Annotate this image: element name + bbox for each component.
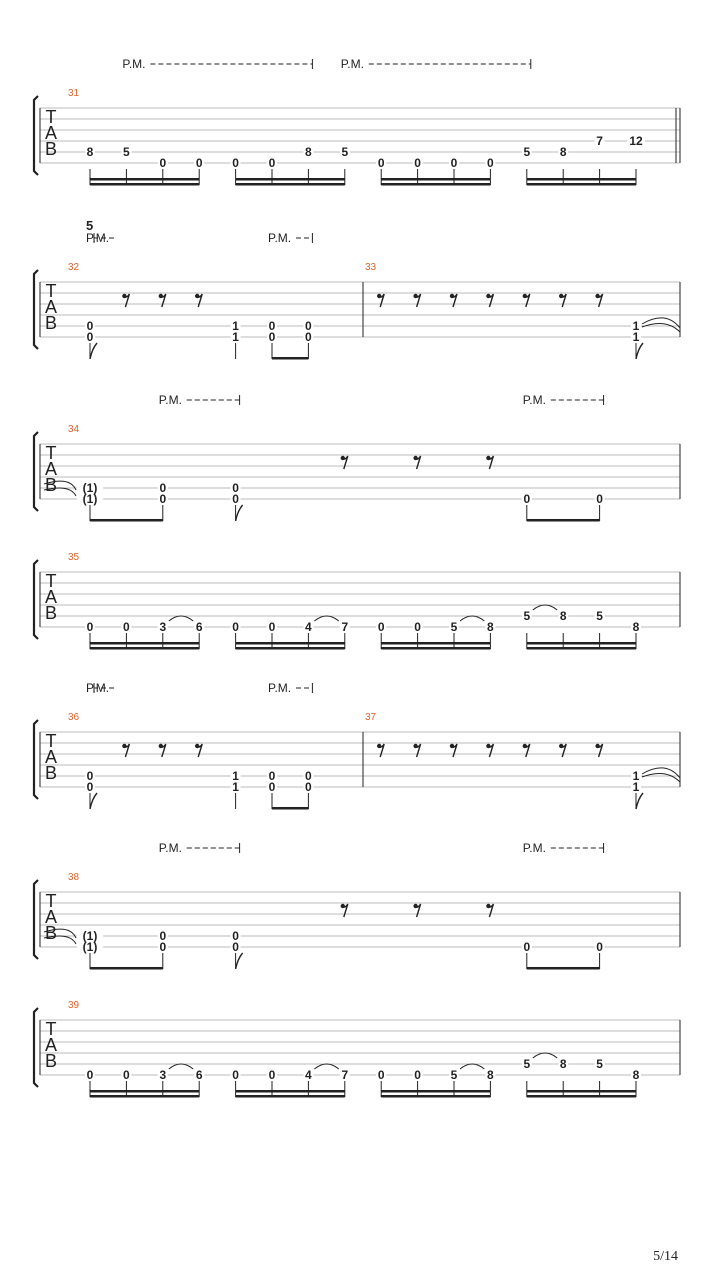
system-bracket: [34, 560, 38, 639]
tab-clef-letter: B: [44, 603, 58, 623]
fret-number: 8: [305, 145, 312, 159]
tab-clef-letter: B: [44, 139, 58, 159]
fret-number: 0: [123, 620, 130, 634]
palm-mute-label: P.M.: [158, 841, 182, 855]
fret-number: 1: [232, 319, 239, 333]
tab-clef-letter: T: [45, 571, 57, 591]
slur: [460, 616, 484, 621]
fret-number: 0: [305, 319, 312, 333]
fret-number: (1): [82, 929, 98, 943]
slur: [460, 1064, 484, 1069]
note-flag: [636, 793, 643, 809]
fret-number: 0: [523, 940, 531, 954]
fret-number: 0: [123, 1068, 130, 1082]
fret-number: 7: [341, 1068, 349, 1082]
fret-number: 0: [195, 156, 203, 170]
staff-system: [34, 395, 680, 522]
beam-secondary: [90, 178, 199, 181]
fret-number: 0: [232, 156, 239, 170]
measure-number: 38: [68, 872, 80, 883]
fret-number: 5: [450, 1068, 458, 1082]
tie-out: [642, 773, 680, 782]
measure-number: 31: [68, 88, 80, 99]
tab-clef-letter: A: [44, 123, 58, 143]
note-flag: [90, 343, 97, 359]
fret-number: 1: [632, 769, 640, 783]
tab-clef-letter: B: [44, 1051, 58, 1071]
beam: [236, 647, 345, 650]
fret-number: 0: [268, 1068, 276, 1082]
beam-secondary: [527, 642, 636, 645]
fret-number: 0: [159, 481, 167, 495]
beam-secondary: [527, 1090, 636, 1093]
fret-number: 5: [523, 145, 531, 159]
fret-number: 0: [86, 769, 94, 783]
fret-number: 0: [232, 929, 239, 943]
beam: [90, 967, 163, 970]
fret-number: 0: [232, 940, 239, 954]
fret-number: 0: [86, 330, 94, 344]
tab-clef-letter: A: [44, 1035, 58, 1055]
fret-number: 0: [596, 940, 603, 954]
fret-number: 6: [195, 620, 203, 634]
fret-number: 0: [268, 330, 276, 344]
system-bracket: [34, 1008, 38, 1087]
fret-number: 12: [629, 134, 643, 148]
fret-number: 0: [86, 620, 94, 634]
fret-number: 3: [159, 1068, 167, 1082]
beam: [90, 1095, 199, 1098]
fret-number: 0: [450, 156, 458, 170]
beam-secondary: [236, 642, 345, 645]
palm-mute-label: P.M.: [86, 231, 110, 245]
fret-number: 0: [377, 156, 385, 170]
tab-clef-letter: T: [45, 281, 57, 301]
fret-number: 8: [86, 145, 94, 159]
note-flag: [90, 793, 97, 809]
fret-number: 0: [86, 319, 94, 333]
beam: [90, 519, 163, 522]
tab-clef-letter: A: [44, 297, 58, 317]
fret-number: 0: [86, 780, 94, 794]
fret-number: 0: [232, 1068, 239, 1082]
staff-system: [34, 59, 680, 186]
fret-number: 0: [487, 156, 494, 170]
fret-number: 0: [268, 156, 276, 170]
tab-clef-letter: T: [45, 443, 57, 463]
slur: [533, 1053, 557, 1058]
palm-mute-label: P.M.: [268, 681, 292, 695]
slur: [314, 616, 338, 621]
fret-number: 8: [559, 609, 567, 623]
slur: [314, 1064, 338, 1069]
fret-number: 5: [341, 145, 349, 159]
system-bracket: [34, 880, 38, 959]
tab-clef-letter: A: [44, 747, 58, 767]
palm-mute-label: P.M.: [268, 231, 292, 245]
beam-secondary: [236, 1090, 345, 1093]
beam: [527, 519, 600, 522]
palm-mute-label: P.M.: [86, 681, 110, 695]
fret-number: 0: [86, 1068, 94, 1082]
beam: [527, 1095, 636, 1098]
tab-clef-letter: B: [44, 313, 58, 333]
beam: [381, 647, 490, 650]
measure-number: 37: [365, 712, 377, 723]
fret-number: 5: [123, 145, 130, 159]
fret-number: 8: [559, 1057, 567, 1071]
tab-clef-letter: B: [44, 475, 58, 495]
measure-number: 35: [68, 552, 80, 563]
slur: [169, 616, 193, 621]
beam-secondary: [90, 1090, 199, 1093]
tab-clef-letter: T: [45, 107, 57, 127]
beam-secondary: [527, 178, 636, 181]
tab-clef-letter: B: [44, 923, 58, 943]
fret-number: 0: [232, 620, 239, 634]
fret-number: 0: [414, 620, 421, 634]
measure-number: 32: [68, 262, 80, 273]
fret-number: 5: [450, 620, 458, 634]
beam: [236, 1095, 345, 1098]
measure-number: 36: [68, 712, 80, 723]
fret-number: 7: [596, 134, 603, 148]
page-number: 5/14: [653, 1249, 678, 1264]
staff-system: [34, 560, 680, 650]
beam-secondary: [381, 642, 490, 645]
tempo-mark: 5: [86, 218, 94, 233]
beam: [236, 183, 345, 186]
fret-number: 0: [305, 330, 312, 344]
palm-mute-label: P.M.: [122, 57, 146, 71]
beam-secondary: [381, 178, 490, 181]
fret-number: 8: [632, 1068, 640, 1082]
fret-number: 0: [232, 481, 239, 495]
fret-number: 1: [232, 780, 239, 794]
tab-clef-letter: B: [44, 763, 58, 783]
system-bracket: [34, 96, 38, 175]
measure-number: 33: [365, 262, 377, 273]
system-bracket: [34, 720, 38, 799]
beam: [90, 647, 199, 650]
palm-mute-label: P.M.: [522, 841, 546, 855]
note-flag: [236, 505, 243, 521]
beam-secondary: [381, 1090, 490, 1093]
staff-system: [34, 683, 680, 810]
fret-number: 8: [559, 145, 567, 159]
fret-number: (1): [82, 492, 98, 506]
beam: [527, 647, 636, 650]
slur: [169, 1064, 193, 1069]
fret-number: 1: [232, 330, 239, 344]
system-bracket: [34, 270, 38, 349]
fret-number: 3: [159, 620, 167, 634]
beam: [381, 1095, 490, 1098]
beam: [272, 357, 308, 360]
fret-number: 0: [268, 319, 276, 333]
fret-number: 0: [596, 492, 603, 506]
measure-number: 34: [68, 424, 80, 435]
fret-number: 5: [523, 609, 531, 623]
fret-number: 4: [305, 620, 312, 634]
tab-clef-letter: A: [44, 587, 58, 607]
palm-mute-label: P.M.: [522, 393, 546, 407]
fret-number: 0: [159, 156, 167, 170]
fret-number: 5: [596, 1057, 603, 1071]
tab-clef-letter: T: [45, 731, 57, 751]
beam-secondary: [90, 642, 199, 645]
measure-number: 39: [68, 1000, 80, 1011]
tab-clef-letter: A: [44, 459, 58, 479]
beam: [272, 807, 308, 810]
tab-clef-letter: T: [45, 891, 57, 911]
fret-number: 0: [377, 1068, 385, 1082]
beam: [90, 183, 199, 186]
fret-number: 1: [232, 769, 239, 783]
note-flag: [236, 953, 243, 969]
staff-system: [34, 1008, 680, 1098]
beam: [527, 967, 600, 970]
palm-mute-label: P.M.: [340, 57, 364, 71]
beam: [381, 183, 490, 186]
fret-number: 8: [487, 1068, 494, 1082]
fret-number: 0: [377, 620, 385, 634]
fret-number: 1: [632, 330, 640, 344]
palm-mute-label: P.M.: [158, 393, 182, 407]
fret-number: 8: [487, 620, 494, 634]
fret-number: 5: [523, 1057, 531, 1071]
fret-number: 4: [305, 1068, 312, 1082]
fret-number: 7: [341, 620, 349, 634]
fret-number: 6: [195, 1068, 203, 1082]
staff-system: [34, 843, 680, 970]
tab-clef-letter: A: [44, 907, 58, 927]
fret-number: 8: [632, 620, 640, 634]
fret-number: 0: [523, 492, 531, 506]
fret-number: 0: [414, 1068, 421, 1082]
fret-number: 0: [159, 492, 167, 506]
beam: [527, 183, 636, 186]
note-flag: [636, 343, 643, 359]
fret-number: 0: [414, 156, 421, 170]
fret-number: 0: [268, 780, 276, 794]
fret-number: 5: [596, 609, 603, 623]
system-bracket: [34, 432, 38, 511]
fret-number: 1: [632, 780, 640, 794]
slur: [533, 605, 557, 610]
fret-number: (1): [82, 940, 98, 954]
fret-number: 0: [159, 929, 167, 943]
fret-number: 0: [305, 780, 312, 794]
tie-out: [642, 323, 680, 332]
tab-clef-letter: T: [45, 1019, 57, 1039]
fret-number: (1): [82, 481, 98, 495]
fret-number: 0: [159, 940, 167, 954]
fret-number: 0: [268, 620, 276, 634]
beam-secondary: [236, 178, 345, 181]
fret-number: 1: [632, 319, 640, 333]
fret-number: 0: [232, 492, 239, 506]
fret-number: 0: [305, 769, 312, 783]
fret-number: 0: [268, 769, 276, 783]
staff-system: [34, 233, 680, 360]
